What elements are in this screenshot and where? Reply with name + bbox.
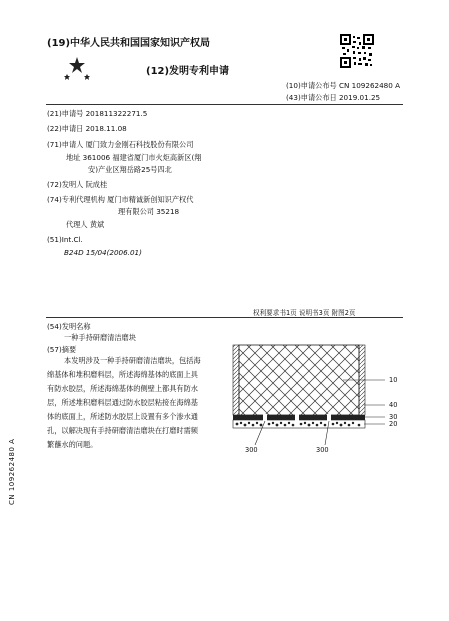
agency-line-1: (74)专利代理机构 厦门市精诚新创知识产权代 bbox=[47, 195, 194, 204]
page-counts: 权利要求书1页 说明书3页 附图2页 bbox=[253, 309, 356, 317]
int-cl-label: (51)Int.Cl. bbox=[47, 235, 83, 244]
bib-divider bbox=[46, 317, 403, 318]
title-label: (54)发明名称 bbox=[47, 322, 91, 331]
figure-label-300-right: 300 bbox=[316, 446, 329, 454]
agent: 代理人 黄斌 bbox=[66, 220, 105, 229]
publication-date: (43)申请公布日 2019.01.25 bbox=[286, 93, 381, 102]
invention-title: 一种手持研磨清洁磨块 bbox=[64, 333, 136, 342]
figure-label-300-left: 300 bbox=[245, 446, 258, 454]
figure-label-40: 40 bbox=[389, 401, 398, 409]
address-line-2: 安)产业区翔岳路25号四北 bbox=[88, 165, 172, 174]
abstract-line: 绵基体和堆积磨料层，所述海绵基体的底面上具 bbox=[47, 370, 198, 379]
applicant: (71)申请人 厦门致力金刚石科技股份有限公司 bbox=[47, 140, 194, 149]
abstract-line: 层，所述堆积磨料层通过防水胶层粘接在海绵基 bbox=[47, 398, 198, 407]
national-emblem-icon bbox=[62, 54, 92, 84]
side-publication-number: CN 109262480 A bbox=[8, 438, 16, 505]
agency-line-2: 理有限公司 35218 bbox=[118, 207, 180, 216]
figure-label-20: 20 bbox=[389, 420, 398, 428]
sponge-body bbox=[239, 345, 359, 415]
abstract-line: 有防水胶层，所述海绵基体的侧壁上都具有防水 bbox=[47, 384, 198, 393]
qr-code-icon bbox=[340, 34, 374, 68]
application-number: (21)申请号 201811322271.5 bbox=[47, 109, 148, 118]
figure-label-30: 30 bbox=[389, 413, 398, 421]
abstract-label: (57)摘要 bbox=[47, 345, 77, 354]
document-type: (12)发明专利申请 bbox=[146, 66, 230, 77]
abstract-line: 孔，以解决现有手持研磨清洁磨块在打磨时需频 bbox=[47, 426, 198, 435]
publication-number: (10)申请公布号 CN 109262480 A bbox=[286, 81, 401, 90]
abstract-line: 体的底面上，所述防水胶层上设置有多个渗水通 bbox=[47, 412, 198, 421]
abstract-line: 本发明涉及一种手持研磨清洁磨块，包括海 bbox=[64, 356, 201, 365]
header-divider bbox=[46, 104, 403, 105]
inventor: (72)发明人 阮成桂 bbox=[47, 180, 108, 189]
figure-label-10: 10 bbox=[389, 376, 398, 384]
address-line-1: 地址 361006 福建省厦门市火炬高新区(翔 bbox=[66, 153, 202, 162]
ipc-code: B24D 15/04(2006.01) bbox=[64, 248, 142, 257]
abrasive-layer bbox=[233, 420, 365, 428]
country-office: (19)中华人民共和国国家知识产权局 bbox=[47, 38, 211, 49]
application-date: (22)申请日 2018.11.08 bbox=[47, 124, 127, 133]
side-waterproof-layer-left bbox=[233, 345, 239, 415]
abstract-line: 繁蘸水的问题。 bbox=[47, 440, 98, 449]
